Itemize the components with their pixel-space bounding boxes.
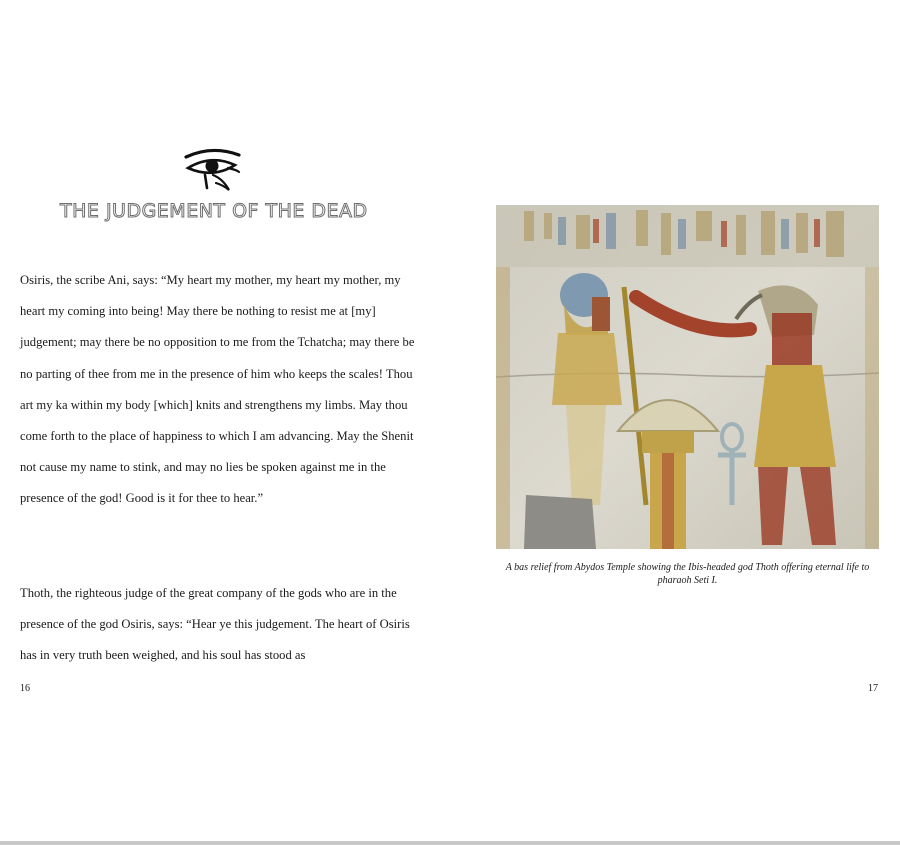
relief-illustration (496, 205, 879, 549)
image-caption: A bas relief from Abydos Temple showing the Ibis-headed god Thoth offering eternal life to pharaoh Seti I. (505, 562, 870, 586)
page-number-left: 16 (20, 683, 30, 694)
page-number-right: 17 (868, 683, 878, 694)
eye-of-horus-icon (183, 148, 241, 192)
body-paragraph-1: Osiris, the scribe Ani, says: “My heart my mother, my heart my mother, my heart my coming into being! May there be nothing to resist me at [my] judgement; may there be no opposition to me from the Tchatcha; may there be no parting of thee from me in the presence of him who keeps the scales! Thou art my ka within my body [which] knits and strengthens my limbs. May thou come forth to the place of happiness to which I am advancing. May the Shenit not cause my name to stink, and may no lies be spoken against me in the presence of the god! Good is it for thee to hear.” (20, 273, 415, 506)
relief-image (496, 205, 879, 549)
bottom-edge (0, 841, 900, 845)
body-paragraph-2: Thoth, the righteous judge of the great company of the gods who are in the presence of the god Osiris, says: “Hear ye this judgement. The heart of Osiris has in very truth been weighed, and his soul has stood as (20, 586, 410, 663)
chapter-title: THE JUDGEMENT OF THE DEAD (60, 200, 368, 222)
